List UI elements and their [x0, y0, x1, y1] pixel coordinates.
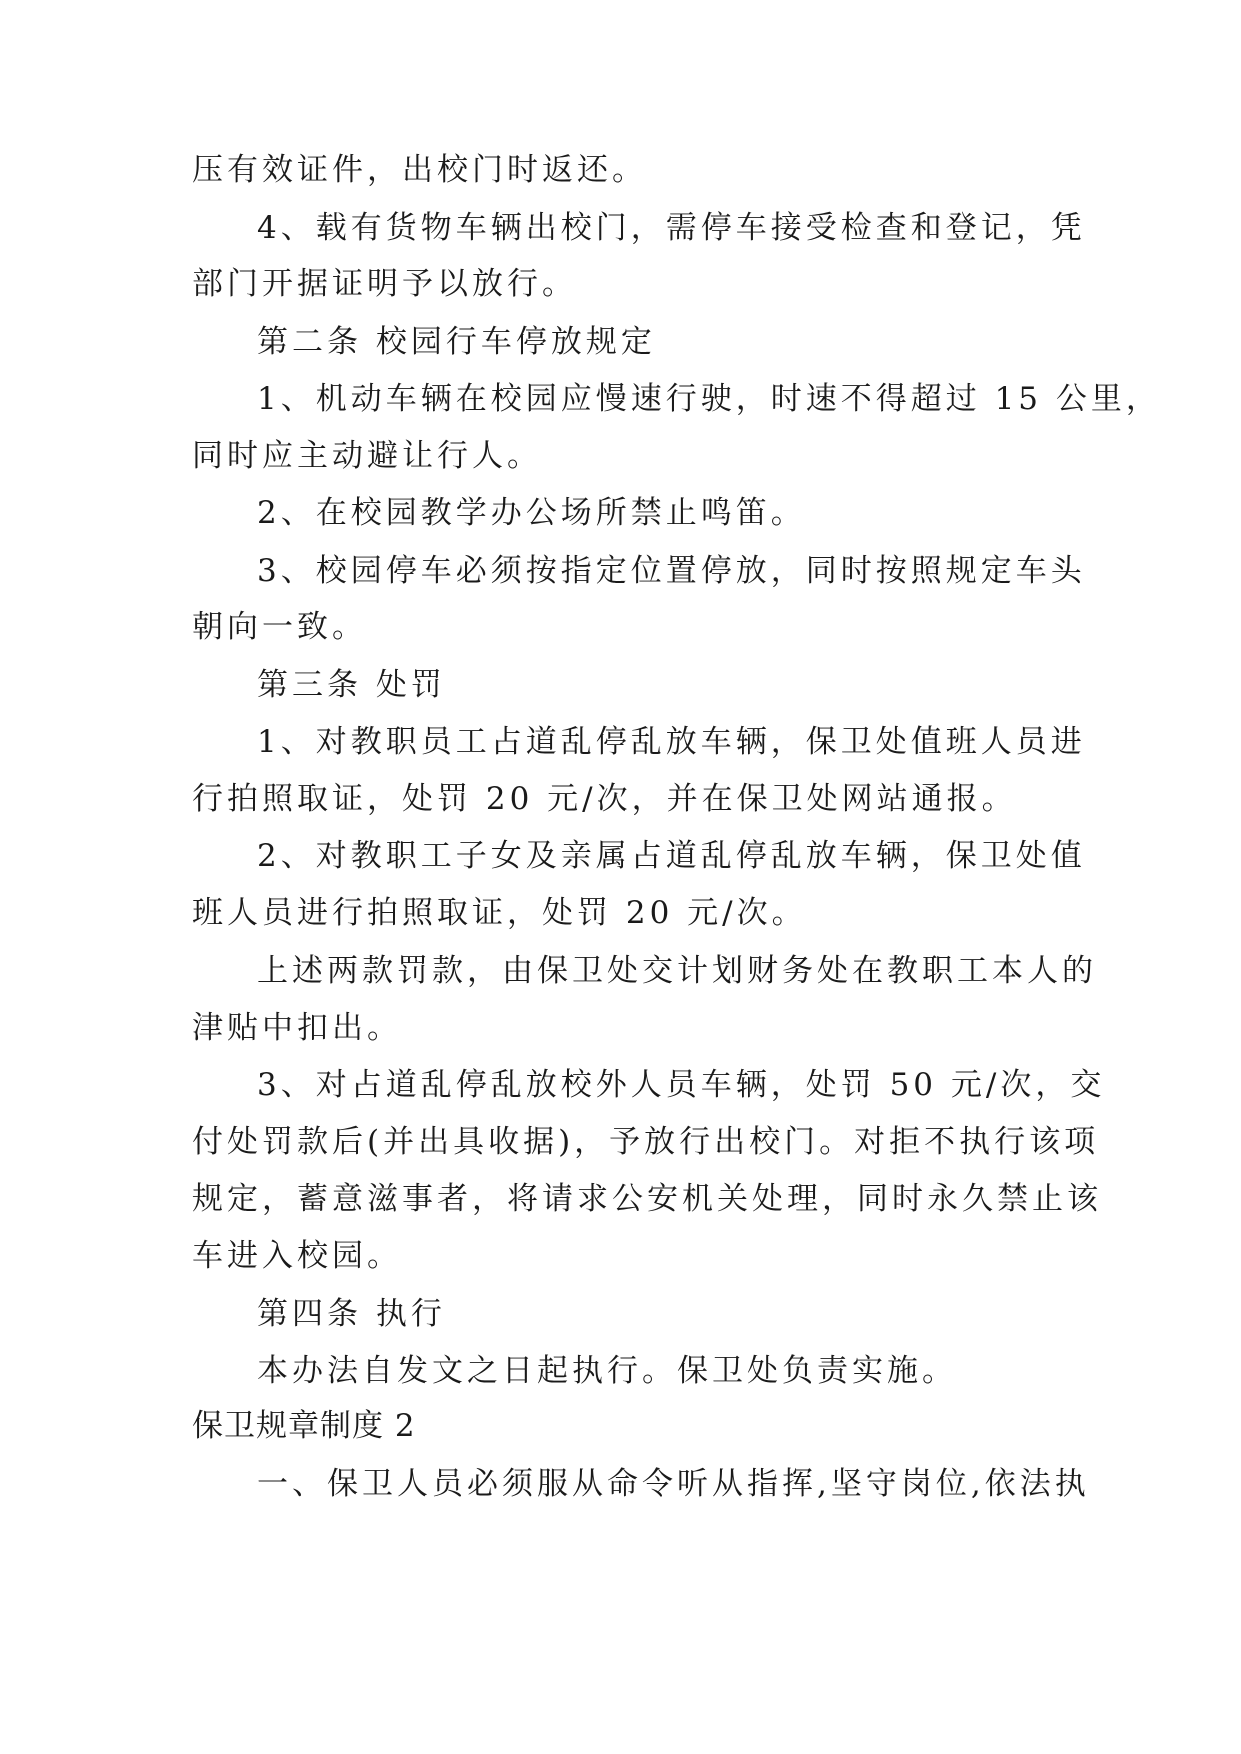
paragraph-line: 付处罚款后(并出具收据)，予放行出校门。对拒不执行该项 [192, 1124, 1100, 1160]
paragraph-line: 2、对教职工子女及亲属占道乱停乱放车辆，保卫处值 [257, 838, 1086, 874]
section-heading: 第二条 校园行车停放规定 [257, 324, 656, 360]
paragraph-line: 2、在校园教学办公场所禁止鸣笛。 [257, 495, 806, 531]
document-title: 保卫规章制度 2 [192, 1408, 416, 1444]
paragraph-line: 1、机动车辆在校园应慢速行驶，时速不得超过 15 公里， [257, 381, 1161, 417]
paragraph-line: 本办法自发文之日起执行。保卫处负责实施。 [257, 1353, 957, 1389]
paragraph-line: 3、对占道乱停乱放校外人员车辆，处罚 50 元/次，交 [257, 1067, 1106, 1103]
paragraph-line: 规定，蓄意滋事者，将请求公安机关处理，同时永久禁止该 [192, 1181, 1102, 1217]
paragraph-line: 部门开据证明予以放行。 [192, 266, 577, 302]
paragraph-line: 车进入校园。 [192, 1238, 402, 1274]
paragraph-line: 一、保卫人员必须服从命令听从指挥,坚守岗位,依法执 [257, 1466, 1090, 1502]
paragraph-line: 行拍照取证，处罚 20 元/次，并在保卫处网站通报。 [192, 781, 1017, 817]
paragraph-line: 上述两款罚款，由保卫处交计划财务处在教职工本人的 [257, 953, 1097, 989]
section-heading: 第四条 执行 [257, 1296, 446, 1332]
paragraph-line: 1、对教职员工占道乱停乱放车辆，保卫处值班人员进 [257, 724, 1086, 760]
paragraph-line: 班人员进行拍照取证，处罚 20 元/次。 [192, 895, 807, 931]
paragraph-line: 压有效证件，出校门时返还。 [192, 152, 647, 188]
paragraph-line: 津贴中扣出。 [192, 1010, 402, 1046]
paragraph-line: 4、载有货物车辆出校门，需停车接受检查和登记，凭 [257, 210, 1086, 246]
paragraph-line: 同时应主动避让行人。 [192, 438, 542, 474]
paragraph-line: 朝向一致。 [192, 609, 367, 645]
section-heading: 第三条 处罚 [257, 667, 446, 703]
paragraph-line: 3、校园停车必须按指定位置停放，同时按照规定车头 [257, 553, 1086, 589]
